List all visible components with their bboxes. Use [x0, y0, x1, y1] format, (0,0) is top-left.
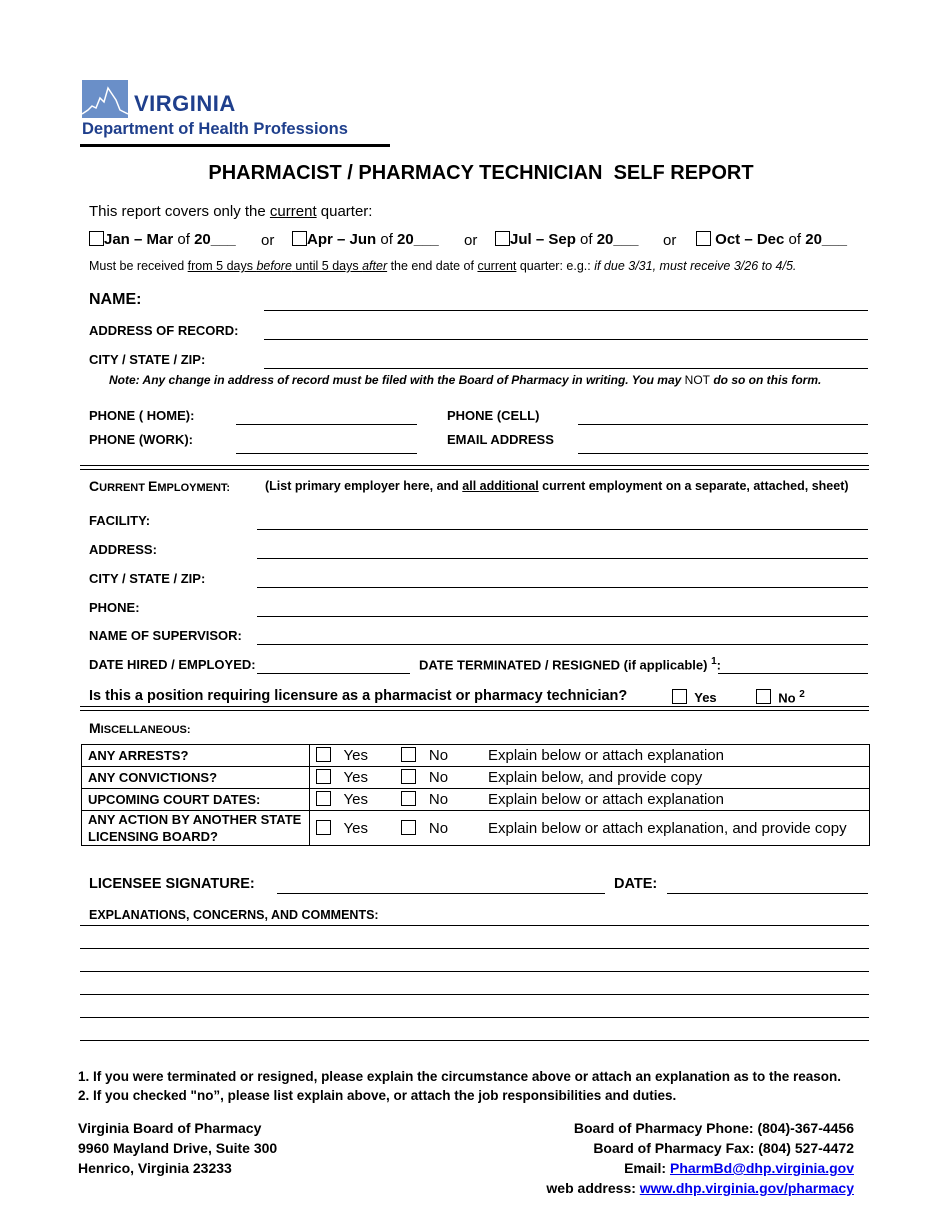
question-cell: ANY CONVICTIONS?	[82, 767, 310, 789]
checkbox[interactable]	[495, 231, 510, 246]
address-label: ADDRESS OF RECORD:	[89, 323, 239, 338]
comment-line[interactable]	[80, 925, 869, 926]
employment-heading: CURRENT EMPLOYMENT:	[89, 478, 231, 494]
licensure-no[interactable]: No $^2$	[756, 689, 805, 705]
comment-line[interactable]	[80, 1040, 869, 1041]
comment-line[interactable]	[80, 1017, 869, 1018]
board-phone: (804)-367-4456	[757, 1120, 854, 1136]
comment-line[interactable]	[80, 994, 869, 995]
emp-phone-label: PHONE:	[89, 600, 140, 615]
email-link[interactable]: PharmBd@dhp.virginia.gov	[669, 1160, 854, 1176]
emp-address-label: ADDRESS:	[89, 542, 157, 557]
email-field[interactable]	[578, 453, 868, 454]
licensure-question: Is this a position requiring licensure as a pharmacist or pharmacy technician?	[89, 688, 628, 704]
section-divider	[80, 465, 869, 470]
address-field[interactable]	[264, 339, 868, 340]
logo	[80, 80, 392, 148]
terminated-label: DATE TERMINATED / RESIGNED (if applicable) $^1$:	[419, 656, 721, 673]
employment-instructions: (List primary employer here, and all additional current employment on a separate, attached, sheet)	[265, 479, 849, 493]
name-field[interactable]	[264, 310, 868, 311]
facility-label: FACILITY:	[89, 513, 151, 528]
explain-cell: Explain below or attach explanation	[482, 745, 870, 767]
or-text: or	[464, 232, 478, 249]
table-row: ANY ACTION BY ANOTHER STATE LICENSING BOARD? Yes No Explain below or attach explanation, and provide copy	[82, 811, 870, 846]
phone-home-field[interactable]	[236, 424, 417, 425]
checkbox[interactable]	[696, 231, 711, 246]
no-checkbox[interactable]	[401, 820, 416, 835]
emp-address-field[interactable]	[257, 558, 868, 559]
city-field[interactable]	[264, 368, 868, 369]
quarter-option-1[interactable]: Jan – Mar of 20___	[89, 231, 236, 248]
board-fax: (804) 527-4472	[758, 1140, 854, 1156]
no-checkbox[interactable]	[401, 791, 416, 806]
no-checkbox[interactable]	[401, 747, 416, 762]
quarter-option-4[interactable]: Oct – Dec of 20___	[696, 231, 847, 248]
date-label: DATE:	[614, 876, 658, 892]
yes-checkbox[interactable]	[316, 747, 331, 762]
mountain-logo-icon	[82, 80, 128, 118]
board-city: Henrico, Virginia 23233	[78, 1160, 232, 1176]
checkbox[interactable]	[672, 689, 687, 704]
city-label: CITY / STATE / ZIP:	[89, 352, 206, 367]
licensure-yes[interactable]: Yes	[672, 689, 717, 705]
yes-checkbox[interactable]	[316, 820, 331, 835]
checkbox[interactable]	[292, 231, 307, 246]
table-row: UPCOMING COURT DATES: Yes No Explain below or attach explanation	[82, 789, 870, 811]
address-note: Note: Any change in address of record must be filed with the Board of Pharmacy in writing. You may NOT do so on this form.	[109, 373, 822, 387]
quarter-note: Must be received from 5 days before until 5 days after the end date of current quarter: e.g.: if due 3/31, must receive 3/26 to 4/5.	[89, 259, 797, 273]
quarter-intro: This report covers only the current quarter:	[89, 203, 373, 220]
logo-rule	[80, 144, 390, 147]
page-title: PHARMACIST / PHARMACY TECHNICIAN SELF REPORT	[208, 162, 754, 184]
yes-checkbox[interactable]	[316, 769, 331, 784]
phone-work-field[interactable]	[236, 453, 417, 454]
footnote-2: 2. If you checked "no”, please list explain above, or attach the job responsibilities and duties.	[78, 1088, 677, 1103]
question-cell: ANY ACTION BY ANOTHER STATE LICENSING BOARD?	[82, 811, 310, 846]
checkbox[interactable]	[89, 231, 104, 246]
web-link[interactable]: www.dhp.virginia.gov/pharmacy	[639, 1180, 854, 1196]
phone-work-label: PHONE (WORK):	[89, 432, 193, 447]
yes-checkbox[interactable]	[316, 791, 331, 806]
quarter-option-3[interactable]: Jul – Sep of 20___	[495, 231, 638, 248]
explain-cell: Explain below, and provide copy	[482, 767, 870, 789]
logo-department: Department of Health Professions	[82, 120, 348, 138]
explain-cell: Explain below or attach explanation	[482, 789, 870, 811]
misc-table	[81, 744, 870, 846]
or-text: or	[663, 232, 677, 249]
facility-field[interactable]	[257, 529, 868, 530]
supervisor-label: NAME OF SUPERVISOR:	[89, 628, 242, 643]
comment-line[interactable]	[80, 948, 869, 949]
emp-city-field[interactable]	[257, 587, 868, 588]
emp-phone-field[interactable]	[257, 616, 868, 617]
or-text: or	[261, 232, 275, 249]
table-row: ANY CONVICTIONS? Yes No Explain below, and provide copy	[82, 767, 870, 789]
no-checkbox[interactable]	[401, 769, 416, 784]
footer-address	[78, 1118, 277, 1178]
signature-label: LICENSEE SIGNATURE:	[89, 876, 255, 892]
phone-cell-field[interactable]	[578, 424, 868, 425]
hired-label: DATE HIRED / EMPLOYED:	[89, 657, 256, 672]
board-name: Virginia Board of Pharmacy	[78, 1120, 262, 1136]
footnote-1: 1. If you were terminated or resigned, please explain the circumstance above or attach an explanation as to the reason.	[78, 1069, 841, 1084]
question-cell: ANY ARRESTS?	[82, 745, 310, 767]
phone-home-label: PHONE ( HOME):	[89, 408, 195, 423]
emp-city-label: CITY / STATE / ZIP:	[89, 571, 206, 586]
checkbox[interactable]	[756, 689, 771, 704]
supervisor-field[interactable]	[257, 644, 868, 645]
section-divider	[80, 706, 869, 711]
terminated-field[interactable]	[718, 673, 868, 674]
hired-field[interactable]	[257, 673, 410, 674]
comment-line[interactable]	[80, 971, 869, 972]
misc-heading: MISCELLANEOUS:	[89, 720, 191, 736]
email-label: EMAIL ADDRESS	[447, 432, 554, 447]
quarter-option-2[interactable]: Apr – Jun of 20___	[292, 231, 439, 248]
question-cell: UPCOMING COURT DATES:	[82, 789, 310, 811]
board-street: 9960 Mayland Drive, Suite 300	[78, 1140, 278, 1156]
signature-field[interactable]	[277, 893, 605, 894]
name-label: NAME:	[89, 291, 142, 308]
comments-label: EXPLANATIONS, CONCERNS, AND COMMENTS:	[89, 908, 379, 922]
explain-cell: Explain below or attach explanation, and provide copy	[482, 811, 870, 846]
footer-contact: Board of Pharmacy Phone: (804)-367-4456 Board of Pharmacy Fax: (804) 527-4472 Email: PharmBd@dhp.virginia.gov web address: www.dhp.virginia.gov/pharmacy	[546, 1120, 854, 1196]
logo-state: VIRGINIA	[134, 91, 236, 116]
table-row: ANY ARRESTS? Yes No Explain below or attach explanation	[82, 745, 870, 767]
date-field[interactable]	[667, 893, 868, 894]
phone-cell-label: PHONE (CELL)	[447, 408, 540, 423]
